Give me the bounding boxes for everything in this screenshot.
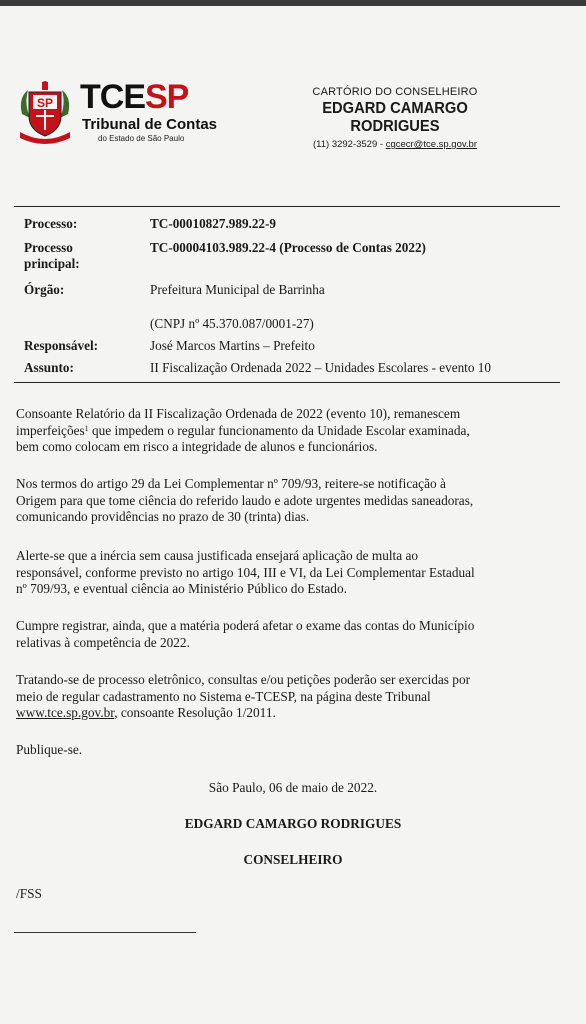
responsavel-label: Responsável: xyxy=(24,338,98,353)
p2-line-3: comunicando providências no prazo de 30 (trinta) dias. xyxy=(16,509,310,524)
principal-value: TC-00004103.989.22-4 (Processo de Contas 2022) xyxy=(150,240,426,255)
paragraph-4 xyxy=(16,618,562,651)
brand-tce: TCE xyxy=(80,78,145,116)
paragraph-3 xyxy=(16,548,562,598)
state-seal-icon xyxy=(16,80,74,144)
p5-line-1: Tratando-se de processo eletrônico, consultas e/ou petições poderão ser exercidas por xyxy=(16,672,471,687)
p3-line-2: responsável, conforme previsto no artigo 104, III e VI, da Lei Complementar Estadual xyxy=(16,564,475,580)
contact-line xyxy=(270,139,520,150)
responsavel-value: José Marcos Martins – Prefeito xyxy=(150,338,315,353)
principal-label-2: principal: xyxy=(24,256,80,271)
p1-line-3: bem como colocam em risco a integridade de alunos e funcionários. xyxy=(16,439,378,454)
initials: /FSS xyxy=(16,886,42,901)
p1-word: imperfeições xyxy=(16,422,85,438)
date-line: São Paulo, 06 de maio de 2022. xyxy=(208,780,378,795)
paragraph-6: Publique-se. xyxy=(16,742,83,757)
p3-line-1: Alerte-se que a inércia sem causa justificada ensejará aplicação de multa ao xyxy=(16,548,419,563)
divider-top xyxy=(14,206,560,207)
p3-line-3: nº 709/93, e eventual ciência ao Ministério Público do Estado. xyxy=(16,581,347,596)
p5-line-3 xyxy=(16,705,562,722)
top-bar xyxy=(0,0,586,6)
p1-rest: que impedem o regular funcionamento da Unidade Escolar examinada, xyxy=(88,422,470,438)
footnote-divider xyxy=(14,932,196,933)
paragraph-1 xyxy=(16,406,562,456)
assunto-value: II Fiscalização Ordenada 2022 – Unidades Escolares - evento 10 xyxy=(150,360,491,375)
p5-rest: , consoante Resolução 1/2011. xyxy=(114,705,276,720)
orgao-label: Órgão: xyxy=(24,282,65,297)
processo-value: TC-00010827.989.22-9 xyxy=(150,216,277,231)
p4-line-1: Cumpre registrar, ainda, que a matéria poderá afetar o exame das contas do Município xyxy=(16,618,475,633)
p1-line-1: Consoante Relatório da II Fiscalização Ordenada de 2022 (evento 10), remanescem xyxy=(16,406,461,421)
seal-text: SP xyxy=(36,96,54,110)
p4-line-2: relativas à competência de 2022. xyxy=(16,634,190,650)
brand-name xyxy=(80,78,188,116)
p1-line-2 xyxy=(16,423,562,440)
brand-subtitle-2: do Estado de São Paulo xyxy=(98,134,185,143)
paragraph-2 xyxy=(16,476,562,526)
orgao-value: Prefeitura Municipal de Barrinha xyxy=(150,282,325,297)
brand-sp: SP xyxy=(145,78,189,116)
councillor-name: EDGARD CAMARGO RODRIGUES xyxy=(322,100,468,135)
p2-line-2: Origem para que tome ciência do referido laudo e adote urgentes medidas saneadoras, xyxy=(16,492,474,508)
paragraph-5 xyxy=(16,672,562,722)
brand-subtitle: Tribunal de Contas xyxy=(82,116,218,133)
office-name: CARTÓRIO DO CONSELHEIRO xyxy=(312,86,478,98)
assunto-label: Assunto: xyxy=(24,360,74,375)
cnpj-value: (CNPJ nº 45.370.087/0001-27) xyxy=(150,316,314,331)
divider-bottom xyxy=(14,382,560,383)
signer-title: CONSELHEIRO xyxy=(243,852,343,867)
email-link[interactable]: cgcecr@tce.sp.gov.br xyxy=(385,139,477,150)
letterhead xyxy=(270,86,520,150)
phone: (11) 3292-3529 - xyxy=(312,139,386,150)
tcesp-logo xyxy=(16,78,226,148)
principal-label-1: Processo xyxy=(24,240,73,255)
tce-website-link[interactable]: www.tce.sp.gov.br xyxy=(16,705,115,720)
p5-line-2: meio de regular cadastramento no Sistema e-TCESP, na página deste Tribunal xyxy=(16,688,431,704)
footnote-ref: 1 xyxy=(84,423,89,433)
signer-name: EDGARD CAMARGO RODRIGUES xyxy=(184,816,402,831)
p2-line-1: Nos termos do artigo 29 da Lei Complementar nº 709/93, reitere-se notificação à xyxy=(16,476,446,491)
processo-label: Processo: xyxy=(24,216,78,231)
